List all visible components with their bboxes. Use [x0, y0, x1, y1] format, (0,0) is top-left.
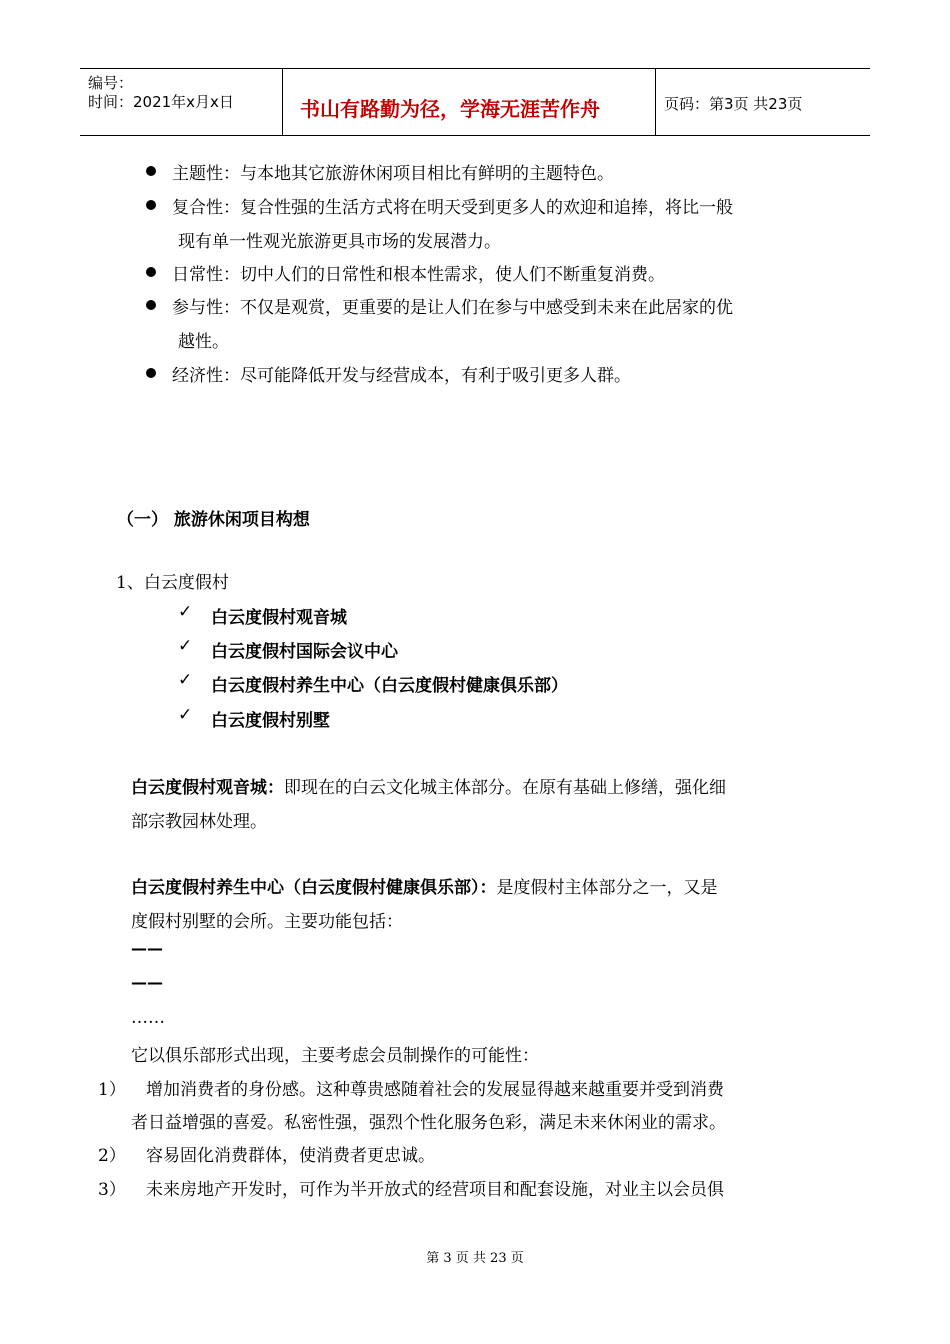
- list-item-continued: 者日益增强的喜爱。私密性强，强烈个性化服务色彩，满足未来休闲业的需求。: [131, 1113, 726, 1133]
- bullet-icon: [146, 368, 156, 378]
- header-number-label: 编号：: [88, 74, 134, 92]
- feature-item: 主题性：与本地其它旅游休闲项目相比有鲜明的主题特色。: [172, 164, 614, 184]
- feature-item-continued: 越性。: [178, 332, 229, 352]
- header-top-border: [80, 68, 870, 69]
- header-time-label: 时间：2021年x月x日: [88, 93, 234, 111]
- feature-item: 参与性：不仅是观赏，更重要的是让人们在参与中感受到未来在此居家的优: [172, 298, 733, 318]
- intro-text: 它以俱乐部形式出现，主要考虑会员制操作的可能性：: [131, 1046, 539, 1066]
- subsection-title: 1、白云度假村: [116, 573, 229, 593]
- paragraph-health-center: [131, 873, 718, 898]
- dash-item: ——: [131, 973, 163, 992]
- checkmark-icon: ✓: [178, 705, 193, 725]
- feature-item-continued: 现有单一性观光旅游更具市场的发展潜力。: [178, 232, 501, 252]
- header-page-label: 页码：第3页 共23页: [664, 95, 803, 113]
- list-number: 3）: [98, 1180, 126, 1200]
- paragraph-guanyin: [131, 773, 726, 798]
- paragraph-health-center-continued: 度假村别墅的会所。主要功能包括：: [131, 912, 403, 932]
- feature-item: 经济性：尽可能降低开发与经营成本，有利于吸引更多人群。: [172, 366, 631, 386]
- bullet-icon: [146, 166, 156, 176]
- header-divider-left: [282, 68, 283, 136]
- check-item: 白云度假村别墅: [211, 711, 330, 731]
- dash-item: ——: [131, 939, 163, 958]
- checkmark-icon: ✓: [178, 602, 193, 622]
- header-divider-right: [655, 68, 656, 136]
- feature-item: 日常性：切中人们的日常性和根本性需求，使人们不断重复消费。: [172, 265, 665, 285]
- list-number: 2）: [98, 1146, 126, 1166]
- section-heading: （一） 旅游休闲项目构想: [117, 510, 310, 530]
- checkmark-icon: ✓: [178, 670, 193, 690]
- header-bottom-border: [80, 135, 870, 136]
- bullet-icon: [146, 200, 156, 210]
- check-item: 白云度假村观音城: [211, 608, 347, 628]
- bullet-icon: [146, 300, 156, 310]
- check-item: 白云度假村养生中心（白云度假村健康俱乐部）: [211, 676, 568, 696]
- header-motto: 书山有路勤为径，学海无涯苦作舟: [300, 97, 600, 121]
- checkmark-icon: ✓: [178, 636, 193, 656]
- list-item: 增加消费者的身份感。这种尊贵感随着社会的发展显得越来越重要并受到消费: [146, 1080, 724, 1100]
- feature-item: 复合性：复合性强的生活方式将在明天受到更多人的欢迎和追捧，将比一般: [172, 198, 733, 218]
- page-footer: 第 3 页 共 23 页: [426, 1251, 524, 1266]
- bullet-icon: [146, 267, 156, 277]
- paragraph-text: 即现在的白云文化城主体部分。在原有基础上修缮，强化细: [284, 778, 726, 798]
- ellipsis-text: ……: [131, 1008, 165, 1028]
- list-item: 容易固化消费群体，使消费者更忠诚。: [146, 1146, 435, 1166]
- check-item: 白云度假村国际会议中心: [211, 642, 398, 662]
- paragraph-term: 白云度假村养生中心（白云度假村健康俱乐部）：: [131, 878, 497, 898]
- paragraph-term: 白云度假村观音城：: [131, 778, 284, 798]
- list-number: 1）: [98, 1080, 126, 1100]
- paragraph-text: 是度假村主体部分之一，又是: [496, 878, 718, 898]
- paragraph-guanyin-continued: 部宗教园林处理。: [131, 812, 267, 832]
- list-item: 未来房地产开发时，可作为半开放式的经营项目和配套设施，对业主以会员俱: [146, 1180, 724, 1200]
